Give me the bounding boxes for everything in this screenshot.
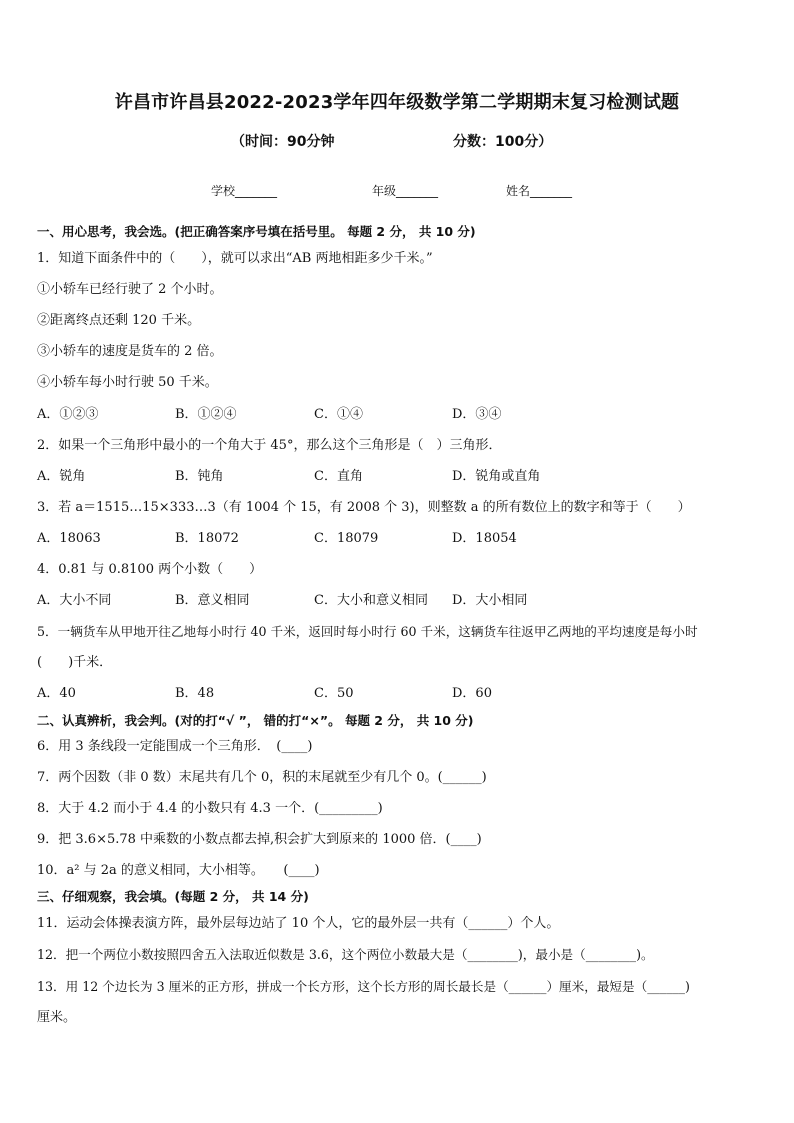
option-b: B．①②④: [175, 407, 237, 422]
page-title: 许昌市许昌县2022-2023学年四年级数学第二学期期末复习检测试题: [114, 92, 680, 113]
section-3-heading: 三、仔细观察，我会填。(每题 2 分， 共 14 分): [37, 889, 309, 904]
question-12: 12．把一个两位小数按照四舍五入法取近似数是 3.6，这个两位小数最大是（________)，最小是（________)。: [37, 947, 654, 962]
question-13-continued: 厘米。: [37, 1010, 77, 1025]
option-d: D．大小相同: [452, 593, 528, 608]
option-b: B．48: [175, 686, 215, 701]
question-1-condition: ④小轿车每小时行驶 50 千米。: [37, 375, 218, 390]
question-1-condition: ③小轿车的速度是货车的 2 倍。: [37, 344, 223, 359]
question-6: 6．用 3 条线段一定能围成一个三角形． (____): [37, 739, 313, 754]
question-9: 9．把 3.6×5.78 中乘数的小数点都去掉,积会扩大到原来的 1000 倍．(____): [37, 832, 482, 847]
option-c: C．18079: [314, 531, 379, 546]
name-field: 姓名_______: [506, 184, 573, 198]
option-a: A．①②③: [37, 407, 99, 422]
option-c: C．直角: [314, 469, 363, 484]
school-field: 学校_______: [211, 184, 278, 198]
option-c: C．①④: [314, 407, 363, 422]
question-13: 13．用 12 个边长为 3 厘米的正方形，拼成一个长方形，这个长方形的周长最长是（______）厘米，最短是（______): [37, 979, 690, 994]
question-10: 10．a² 与 2a 的意义相同，大小相等。 (____): [37, 863, 320, 878]
option-d: D．③④: [452, 407, 502, 422]
question-7: 7．两个因数（非 0 数）末尾共有几个 0，积的末尾就至少有几个 0。(______): [37, 770, 487, 785]
question-11: 11．运动会体操表演方阵，最外层每边站了 10 个人，它的最外层一共有（______）个人。: [37, 916, 560, 931]
option-b: B．18072: [175, 531, 239, 546]
question-4-options: [0, 592, 794, 610]
option-a: A．锐角: [37, 469, 86, 484]
question-1-options: [0, 406, 794, 424]
question-2-stem: 2．如果一个三角形中最小的一个角大于 45°，那么这个三角形是（ ）三角形．: [37, 438, 502, 453]
question-5-stem-continued: ( )千米．: [37, 655, 113, 670]
question-3-stem: 3．若 a＝1515…15×333…3（有 1004 个 15，有 2008 个 3)，则整数 a 的所有数位上的数字和等于（ ）: [37, 500, 691, 515]
question-2-options: [0, 468, 794, 486]
option-c: C．大小和意义相同: [314, 593, 428, 608]
question-1-condition: ①小轿车已经行驶了 2 个小时。: [37, 282, 223, 297]
option-a: A．18063: [37, 531, 101, 546]
exam-time: （时间：90分钟: [231, 134, 335, 150]
section-2-heading: 二、认真辨析，我会判。(对的打“√ ”， 错的打“×”。 每题 2 分， 共 10 分): [37, 713, 474, 728]
option-b: B．钝角: [175, 469, 224, 484]
question-8: 8．大于 4.2 而小于 4.4 的小数只有 4.3 一个．(_________): [37, 801, 383, 816]
grade-field: 年级_______: [372, 184, 439, 198]
question-5-options: [0, 685, 794, 703]
option-d: D．60: [452, 686, 492, 701]
question-5-stem: 5．一辆货车从甲地开往乙地每小时行 40 千米，返回时每小时行 60 千米，这辆货车往返甲乙两地的平均速度是每小时: [37, 624, 698, 639]
question-1-stem: 1．知道下面条件中的（ ），就可以求出“AB 两地相距多少千米。”: [37, 251, 433, 266]
question-3-options: [0, 530, 794, 548]
question-1-condition: ②距离终点还剩 120 千米。: [37, 313, 201, 328]
option-d: D．18054: [452, 531, 517, 546]
option-a: A．大小不同: [37, 593, 112, 608]
section-1-heading: 一、用心思考，我会选。(把正确答案序号填在括号里。 每题 2 分， 共 10 分): [37, 224, 476, 239]
question-4-stem: 4．0.81 与 0.8100 两个小数（ ）: [37, 562, 263, 577]
option-a: A．40: [37, 686, 76, 701]
option-d: D．锐角或直角: [452, 469, 541, 484]
option-c: C．50: [314, 686, 354, 701]
option-b: B．意义相同: [175, 593, 250, 608]
exam-score: 分数：100分）: [453, 134, 553, 150]
